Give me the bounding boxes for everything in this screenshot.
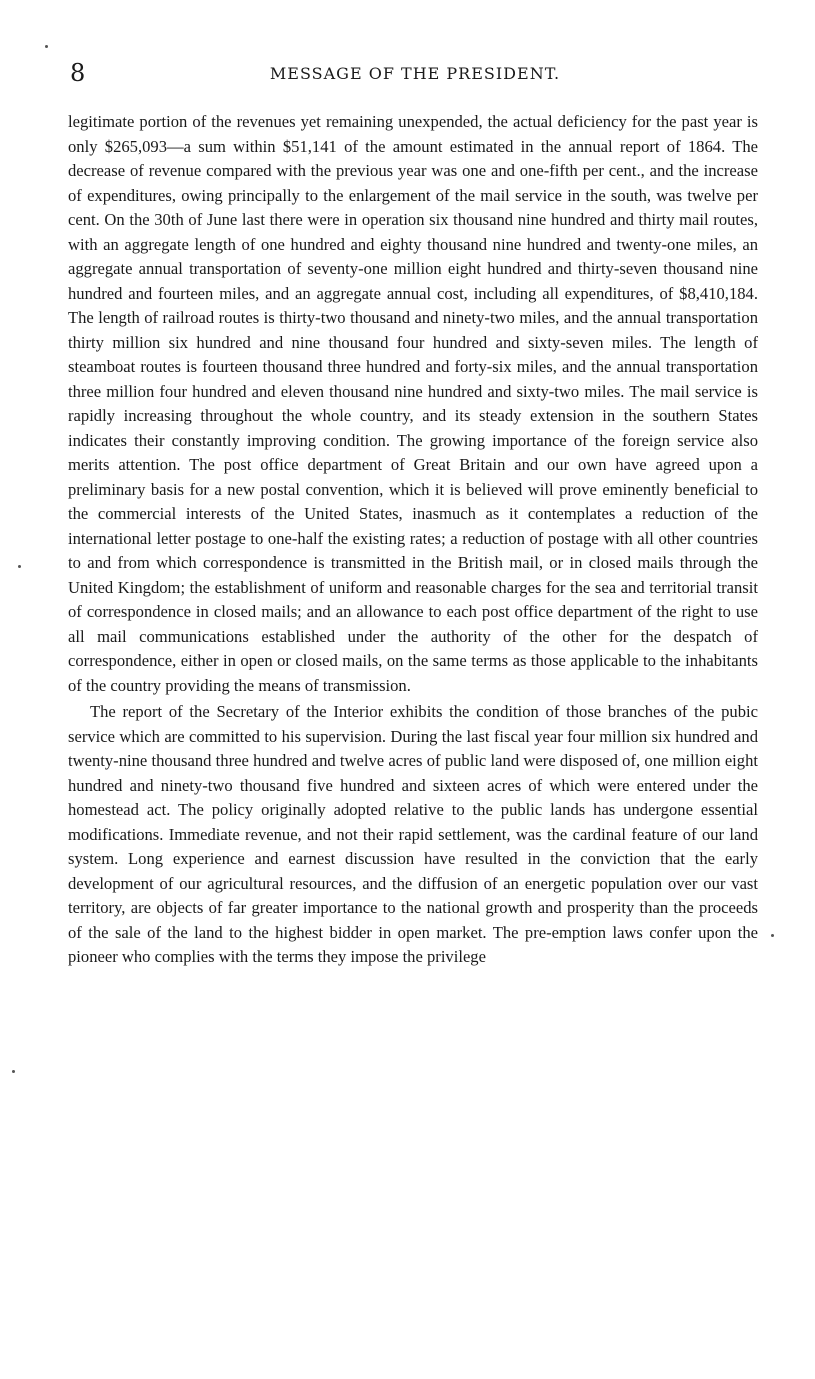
scan-speck	[12, 1070, 15, 1073]
scan-speck	[771, 934, 774, 937]
page-header	[70, 58, 760, 88]
paragraph-post-office: legitimate portion of the revenues yet remaining unexpended, the actual deficiency for the past year is only $265,093—a sum within $51,141 of the amount estimated in the annual report of 1864. The decrease of revenue compared with the previous year was one and one-fifth per cent., and the increase of expenditures, owing principally to the enlargement of the mail service in the south, was twelve per cent. On the 30th of June last there were in operation six thousand nine hundred and thirty mail routes, with an aggregate length of one hundred and eighty thousand nine hundred and twenty-one miles, an aggregate annual transportation of seventy-one million eight hundred and thirty-seven thousand nine hundred and fourteen miles, and an aggregate annual cost, including all expenditures, of $8,410,184. The length of railroad routes is thirty-two thousand and ninety-two miles, and the annual transportation thirty million six hundred and nine thousand four hundred and sixty-seven miles. The length of steamboat routes is fourteen thousand three hundred and forty-six miles, and the annual transportation three million four hundred and eleven thousand nine hundred and sixty-two miles. The mail service is rapidly increasing throughout the whole country, and its steady extension in the southern States indicates their constantly improving condition. The growing importance of the foreign service also merits attention. The post office department of Great Britain and our own have agreed upon a preliminary basis for a new postal convention, which it is believed will prove eminently beneficial to the commercial interests of the United States, inasmuch as it contemplates a reduction of the international letter postage to one-half the existing rates; a reduction of postage with all other countries to and from which correspondence is transmitted in the British mail, or in closed mails through the United Kingdom; the establishment of uniform and reasonable charges for the sea and territorial transit of correspondence in closed mails; and an allowance to each post office department of the right to use all mail communications established under the authority of the other for the despatch of correspondence, either in open or closed mails, on the same terms as those applicable to the inhabitants of the country providing the means of transmission.	[68, 112, 758, 695]
scan-speck	[18, 565, 21, 568]
page-number: 8	[70, 59, 86, 87]
paragraph-interior: The report of the Secretary of the Interior exhibits the condition of those branches of the pubic service which are committed to his supervision. During the last fiscal year four million six hundred and twenty-nine thousand three hundred and twelve acres of public land were disposed of, one million eight hundred and ninety-two thousand five hundred and sixteen acres of which were entered under the homestead act. The policy originally adopted relative to the public lands has undergone essential modifications. Immediate revenue, and not their rapid settlement, was the cardinal feature of our land system. Long experience and earnest discussion have resulted in the conviction that the early development of our agricultural resources, and the diffusion of an energetic population over our vast territory, are objects of far greater importance to the national growth and prosperity than the proceeds of the sale of the land to the highest bidder in open market. The pre-emption laws confer upon the pioneer who complies with the terms they impose the privilege	[68, 702, 758, 966]
running-title: MESSAGE OF THE PRESIDENT.	[269, 64, 561, 83]
body-text	[68, 110, 758, 970]
scan-speck	[45, 45, 48, 48]
